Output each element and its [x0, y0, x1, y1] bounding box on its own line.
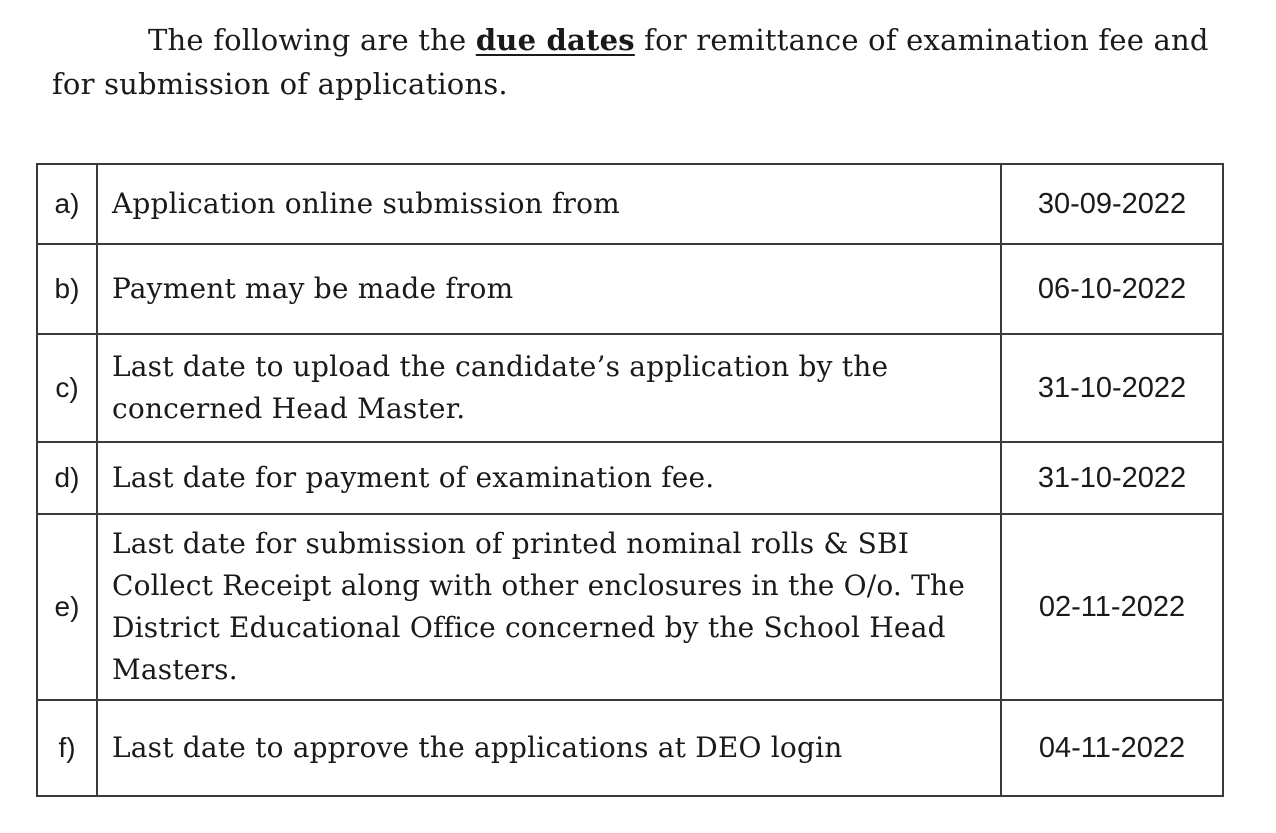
- table-row: [37, 244, 1223, 334]
- row-description: Application online submission from: [97, 164, 1001, 244]
- intro-text-end: for remittance of examination fee and for submission of applications.: [52, 23, 1209, 101]
- intro-paragraph: [52, 18, 1242, 106]
- row-description: Last date to approve the applications at DEO login: [97, 700, 1001, 796]
- row-label: a): [37, 164, 97, 244]
- row-label: c): [37, 334, 97, 442]
- row-date: 02-11-2022: [1001, 514, 1223, 700]
- row-label: e): [37, 514, 97, 700]
- row-date: 30-09-2022: [1001, 164, 1223, 244]
- row-date: 31-10-2022: [1001, 334, 1223, 442]
- due-dates-emphasis: due dates: [475, 23, 635, 57]
- row-date: 31-10-2022: [1001, 442, 1223, 514]
- row-label: f): [37, 700, 97, 796]
- table-row: [37, 334, 1223, 442]
- table-row: [37, 164, 1223, 244]
- table-row: [37, 514, 1223, 700]
- row-date: 06-10-2022: [1001, 244, 1223, 334]
- row-description: Last date for submission of printed nominal rolls & SBI Collect Receipt along with other enclosures in the O/o. The District Educational Office concerned by the School Head Masters.: [97, 514, 1001, 700]
- table-row: [37, 700, 1223, 796]
- table-row: [37, 442, 1223, 514]
- row-date: 04-11-2022: [1001, 700, 1223, 796]
- intro-text-start: The following are the: [148, 23, 476, 57]
- row-description: Last date for payment of examination fee.: [97, 442, 1001, 514]
- row-description: Payment may be made from: [97, 244, 1001, 334]
- row-description: Last date to upload the candidate’s application by the concerned Head Master.: [97, 334, 1001, 442]
- row-label: b): [37, 244, 97, 334]
- due-dates-table: [36, 163, 1224, 797]
- row-label: d): [37, 442, 97, 514]
